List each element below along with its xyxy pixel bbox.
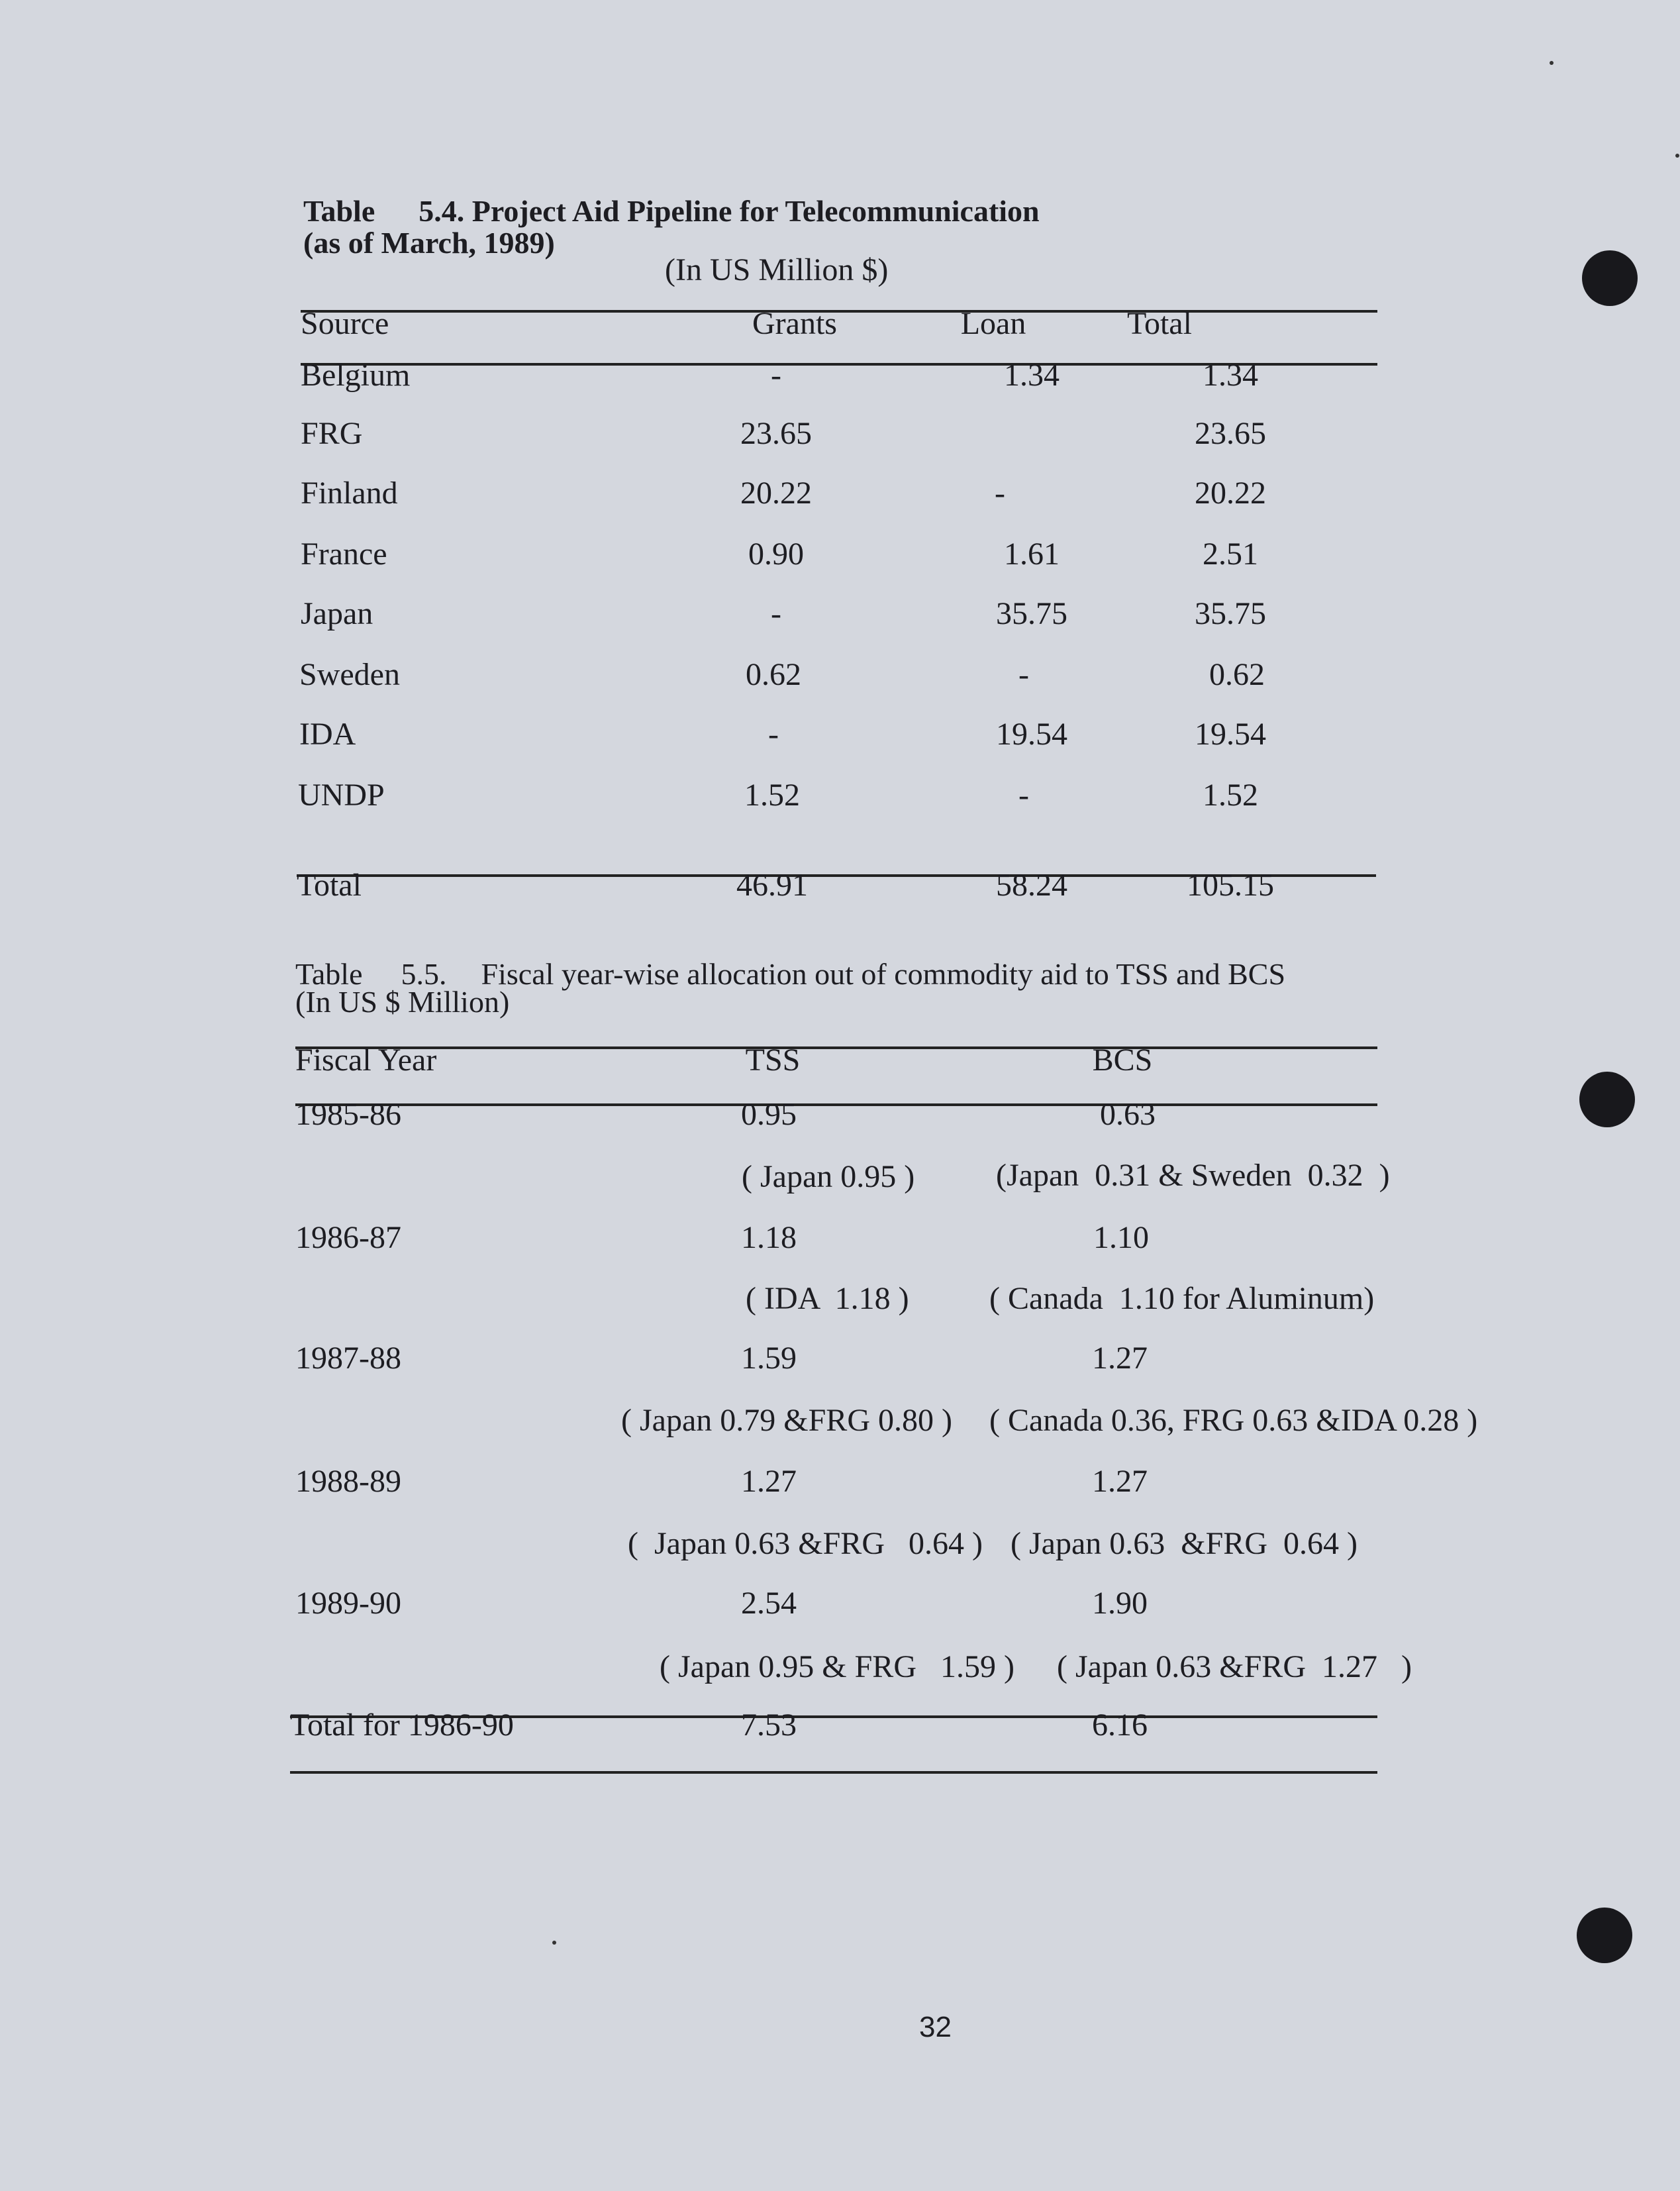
table2-cell-bcs: 1.27 — [1092, 1464, 1148, 1499]
table1-cell-source: IDA — [299, 717, 356, 752]
table2-subtitle: (In US $ Million) — [295, 985, 510, 1019]
table1-cell-source: Japan — [301, 596, 373, 631]
table1-title-number: 5.4. — [419, 194, 465, 228]
table1-cell-grants: 20.22 — [740, 476, 812, 511]
table1-header-source: Source — [301, 306, 389, 341]
page-number: 32 — [919, 2011, 952, 2043]
table2-cell-tss-note: ( Japan 0.95 & FRG 1.59 ) — [660, 1649, 1014, 1684]
table1-total-label: Total — [297, 868, 362, 903]
table2-cell-year: 1986-87 — [295, 1220, 401, 1255]
table2-cell-bcs-note: ( Canada 0.36, FRG 0.63 &IDA 0.28 ) — [989, 1403, 1478, 1438]
table1-cell-grants: - — [771, 596, 781, 631]
table1-header-loan: Loan — [960, 306, 1026, 341]
binder-hole-middle — [1579, 1072, 1635, 1127]
table2-cell-tss: 1.27 — [741, 1464, 797, 1499]
table2-total-label: Total for 1986-90 — [290, 1707, 514, 1743]
table1-header-total: Total — [1127, 306, 1192, 341]
binder-hole-top — [1582, 250, 1638, 306]
table2-cell-year: 1988-89 — [295, 1464, 401, 1499]
table2-cell-tss: 1.59 — [741, 1341, 797, 1376]
table1-cell-total: 2.51 — [1203, 536, 1258, 572]
speck — [1550, 61, 1554, 65]
table1-cell-source: Finland — [301, 476, 398, 511]
table2-cell-tss-note: ( Japan 0.79 &FRG 0.80 ) — [621, 1403, 952, 1438]
table2-bottom-rule — [290, 1771, 1377, 1774]
table1-total-grants: 46.91 — [736, 868, 808, 903]
table1-cell-loan: 1.61 — [1004, 536, 1060, 572]
table2-cell-bcs: 0.63 — [1100, 1097, 1156, 1132]
table2-title-text: Fiscal year-wise allocation out of commodity aid to TSS and BCS — [481, 957, 1286, 991]
table1-cell-source: Sweden — [299, 657, 400, 692]
table1-subtitle: (as of March, 1989) — [303, 226, 555, 260]
table1-title-text: Project Aid Pipeline for Telecommunication — [471, 194, 1040, 228]
table1-cell-grants: 0.90 — [748, 536, 804, 572]
table2-cell-tss: 1.18 — [741, 1220, 797, 1255]
binder-hole-bottom — [1577, 1908, 1632, 1963]
table1-cell-grants: 23.65 — [740, 416, 812, 451]
table1-cell-total: 19.54 — [1195, 717, 1266, 752]
table1-total-total: 105.15 — [1187, 868, 1274, 903]
table2-cell-bcs-note: ( Canada 1.10 for Aluminum) — [989, 1281, 1375, 1316]
table2-cell-bcs: 1.27 — [1092, 1341, 1148, 1376]
table1-cell-total: 23.65 — [1195, 416, 1266, 451]
table1-cell-total: 0.62 — [1209, 657, 1265, 692]
table2-cell-tss: 2.54 — [741, 1586, 797, 1621]
table1-cell-loan: - — [995, 476, 1005, 511]
table1-title — [303, 196, 1040, 227]
table2-total-tss: 7.53 — [741, 1707, 797, 1743]
table1-cell-grants: 0.62 — [746, 657, 801, 692]
table1-header-grants: Grants — [752, 306, 837, 341]
table2-cell-bcs: 1.10 — [1093, 1220, 1149, 1255]
table1-cell-loan: - — [1018, 778, 1029, 813]
table2-header-year: Fiscal Year — [295, 1043, 437, 1078]
table2-title-number: 5.5. — [401, 957, 447, 991]
table1-cell-loan: 19.54 — [996, 717, 1067, 752]
table1-total-loan: 58.24 — [996, 868, 1067, 903]
table1-cell-total: 1.52 — [1203, 778, 1258, 813]
table1-cell-loan: 35.75 — [996, 596, 1067, 631]
table2-cell-tss: 0.95 — [741, 1097, 797, 1132]
table1-cell-grants: - — [768, 717, 779, 752]
table1-cell-source: UNDP — [298, 778, 385, 813]
table2-cell-year: 1989-90 — [295, 1586, 401, 1621]
table2-cell-tss-note: ( IDA 1.18 ) — [746, 1281, 909, 1316]
table1-cell-loan: - — [1018, 657, 1029, 692]
table2-cell-bcs-note: (Japan 0.31 & Sweden 0.32 ) — [996, 1158, 1390, 1193]
table1-cell-total: 20.22 — [1195, 476, 1266, 511]
table1-cell-grants: - — [771, 358, 781, 393]
table1-cell-total: 35.75 — [1195, 596, 1266, 631]
table2-cell-bcs-note: ( Japan 0.63 &FRG 1.27 ) — [1057, 1649, 1412, 1684]
table2-cell-bcs-note: ( Japan 0.63 &FRG 0.64 ) — [1011, 1526, 1358, 1561]
table1-cell-source: FRG — [301, 416, 363, 451]
table2-cell-year: 1985-86 — [295, 1097, 401, 1132]
table1-title-label: Table — [303, 194, 375, 228]
speck — [1675, 154, 1679, 158]
table2-title-label: Table — [295, 957, 363, 991]
table1-cell-grants: 1.52 — [744, 778, 800, 813]
table2-header-tss: TSS — [745, 1043, 801, 1078]
table2-total-bcs: 6.16 — [1092, 1707, 1148, 1743]
table2-cell-year: 1987-88 — [295, 1341, 401, 1376]
table2-header-bcs: BCS — [1092, 1043, 1153, 1078]
table1-cell-total: 1.34 — [1203, 358, 1258, 393]
table2-cell-tss-note: ( Japan 0.95 ) — [742, 1159, 915, 1194]
table1-units: (In US Million $) — [665, 252, 889, 287]
table1-cell-loan: 1.34 — [1004, 358, 1060, 393]
speck — [552, 1941, 556, 1945]
table1-cell-source: Belgium — [301, 358, 411, 393]
table2-cell-tss-note: ( Japan 0.63 &FRG 0.64 ) — [628, 1526, 983, 1561]
table2-cell-bcs: 1.90 — [1092, 1586, 1148, 1621]
table1-cell-source: France — [301, 536, 387, 572]
